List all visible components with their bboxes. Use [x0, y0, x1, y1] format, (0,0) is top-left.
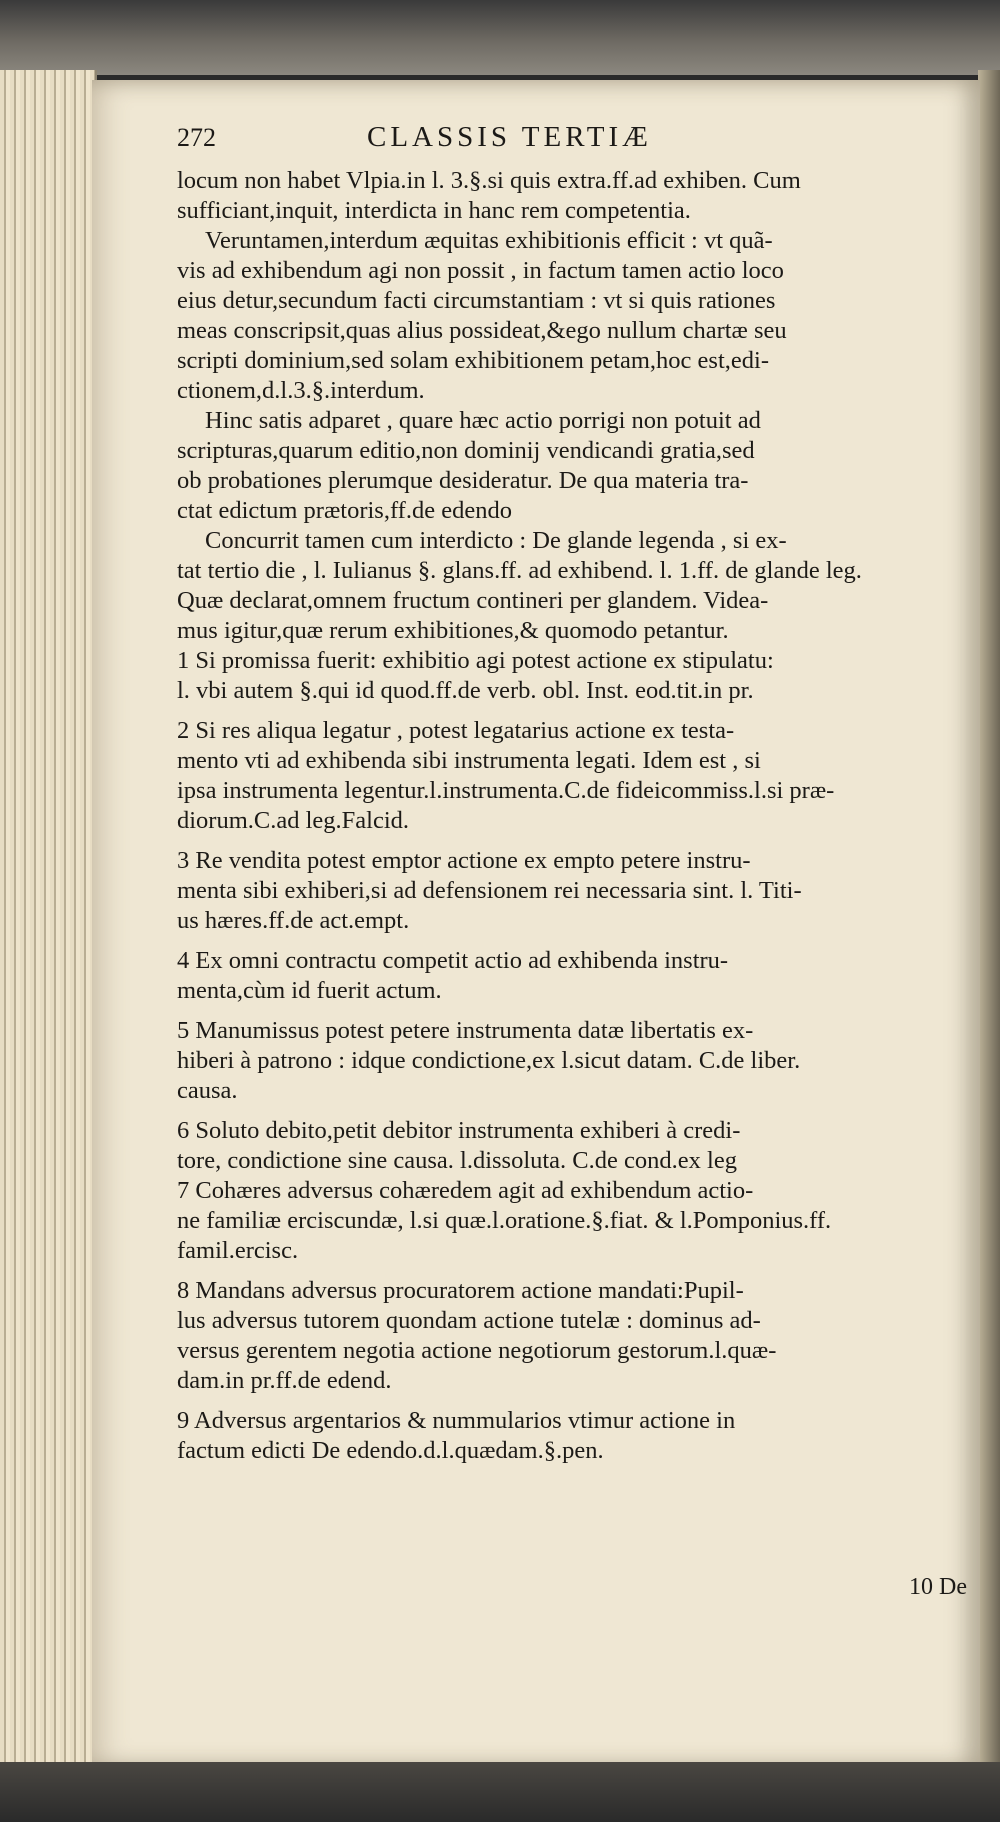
text-line: dam.in pr.ff.de edend.	[177, 1367, 392, 1394]
text-line: causa.	[177, 1077, 238, 1104]
numbered-paragraph	[177, 846, 967, 936]
paragraph	[177, 226, 967, 406]
text-line: meas conscripsit,quas alius possideat,&ego nullum chartæ seu	[177, 317, 787, 344]
text-line: tat tertio die , l. Iulianus §. glans.ff. ad exhibend. l. 1.ff. de glande leg.	[177, 557, 862, 584]
background-top	[0, 0, 1000, 75]
text-line: eius detur,secundum facti circumstantiam : vt si quis rationes	[177, 287, 776, 314]
numbered-paragraph	[177, 646, 967, 706]
paragraph	[177, 526, 967, 646]
text-line: ctionem,d.l.3.§.interdum.	[177, 377, 425, 404]
text-line: 6 Soluto debito,petit debitor instrumenta exhiberi à credi-	[177, 1117, 741, 1144]
text-line: mus igitur,quæ rerum exhibitiones,& quomodo petantur.	[177, 617, 729, 644]
text-line: scripti dominium,sed solam exhibitionem petam,hoc est,edi-	[177, 347, 769, 374]
text-line: versus gerentem negotia actione negotiorum gestorum.l.quæ-	[177, 1337, 777, 1364]
numbered-paragraph	[177, 716, 967, 836]
text-line: Concurrit tamen cum interdicto : De glande legenda , si ex-	[205, 527, 787, 554]
numbered-paragraph	[177, 1406, 967, 1466]
numbered-paragraph	[177, 1276, 967, 1396]
text-line: 8 Mandans adversus procuratorem actione mandati:Pupil-	[177, 1277, 744, 1304]
text-line: tore, condictione sine causa. l.dissoluta. C.de cond.ex leg	[177, 1147, 737, 1174]
text-line: 2 Si res aliqua legatur , potest legatarius actione ex testa-	[177, 717, 735, 744]
text-line: l. vbi autem §.qui id quod.ff.de verb. obl. Inst. eod.tit.in pr.	[177, 677, 754, 704]
page-content	[177, 121, 967, 1600]
page-number: 272	[177, 123, 216, 152]
text-line: menta sibi exhiberi,si ad defensionem rei necessaria sint. l. Titi-	[177, 877, 802, 904]
text-line: us hæres.ff.de act.empt.	[177, 907, 410, 934]
text-line: Veruntamen,interdum æquitas exhibitionis efficit : vt quã-	[205, 227, 773, 254]
background-bottom	[0, 1762, 1000, 1822]
text-line: mento vti ad exhibenda sibi instrumenta legati. Idem est , si	[177, 747, 761, 774]
text-line: 3 Re vendita potest emptor actione ex empto petere instru-	[177, 847, 751, 874]
text-line: 4 Ex omni contractu competit actio ad exhibenda instru-	[177, 947, 729, 974]
paragraph	[177, 166, 967, 226]
text-line: ipsa instrumenta legentur.l.instrumenta.C.de fideicommiss.l.si præ-	[177, 777, 835, 804]
text-line: 1 Si promissa fuerit: exhibitio agi potest actione ex stipulatu:	[177, 647, 774, 674]
text-line: 9 Adversus argentarios & nummularios vtimur actione in	[177, 1407, 736, 1434]
text-line: diorum.C.ad leg.Falcid.	[177, 807, 410, 834]
catchword: 10 De	[909, 1574, 967, 1600]
running-title: CLASSIS TERTIÆ	[367, 121, 652, 153]
text-line: vis ad exhibendum agi non possit , in factum tamen actio loco	[177, 257, 784, 284]
numbered-paragraph	[177, 1116, 967, 1176]
text-line: hiberi à patrono : idque condictione,ex l.sicut datam. C.de liber.	[177, 1047, 801, 1074]
text-line: lus adversus tutorem quondam actione tutelæ : dominus ad-	[177, 1307, 761, 1334]
text-line: ctat edictum prætoris,ff.de edendo	[177, 497, 512, 524]
text-line: menta,cùm id fuerit actum.	[177, 977, 442, 1004]
page-header	[177, 122, 967, 166]
text-line: locum non habet Vlpia.in l. 3.§.si quis extra.ff.ad exhiben. Cum	[177, 167, 801, 194]
text-line: 5 Manumissus potest petere instrumenta datæ libertatis ex-	[177, 1017, 754, 1044]
text-line: Quæ declarat,omnem fructum contineri per glandem. Videa-	[177, 587, 769, 614]
text-line: famil.ercisc.	[177, 1237, 299, 1264]
numbered-paragraph	[177, 1176, 967, 1266]
numbered-paragraph	[177, 946, 967, 1006]
text-line: Hinc satis adparet , quare hæc actio porrigi non potuit ad	[205, 407, 761, 434]
text-line: ob probationes plerumque desideratur. De qua materia tra-	[177, 467, 749, 494]
text-line: scripturas,quarum editio,non dominij vendicandi gratia,sed	[177, 437, 755, 464]
book-page	[92, 80, 980, 1768]
page-edges	[0, 70, 97, 1770]
paragraph	[177, 406, 967, 526]
text-line: sufficiant,inquit, interdicta in hanc rem competentia.	[177, 197, 691, 224]
text-line: factum edicti De edendo.d.l.quædam.§.pen.	[177, 1437, 604, 1464]
text-line: ne familiæ erciscundæ, l.si quæ.l.oratione.§.fiat. & l.Pomponius.ff.	[177, 1207, 832, 1234]
numbered-paragraph	[177, 1016, 967, 1106]
text-line: 7 Cohæres adversus cohæredem agit ad exhibendum actio-	[177, 1177, 754, 1204]
book-gutter	[978, 70, 1000, 1770]
